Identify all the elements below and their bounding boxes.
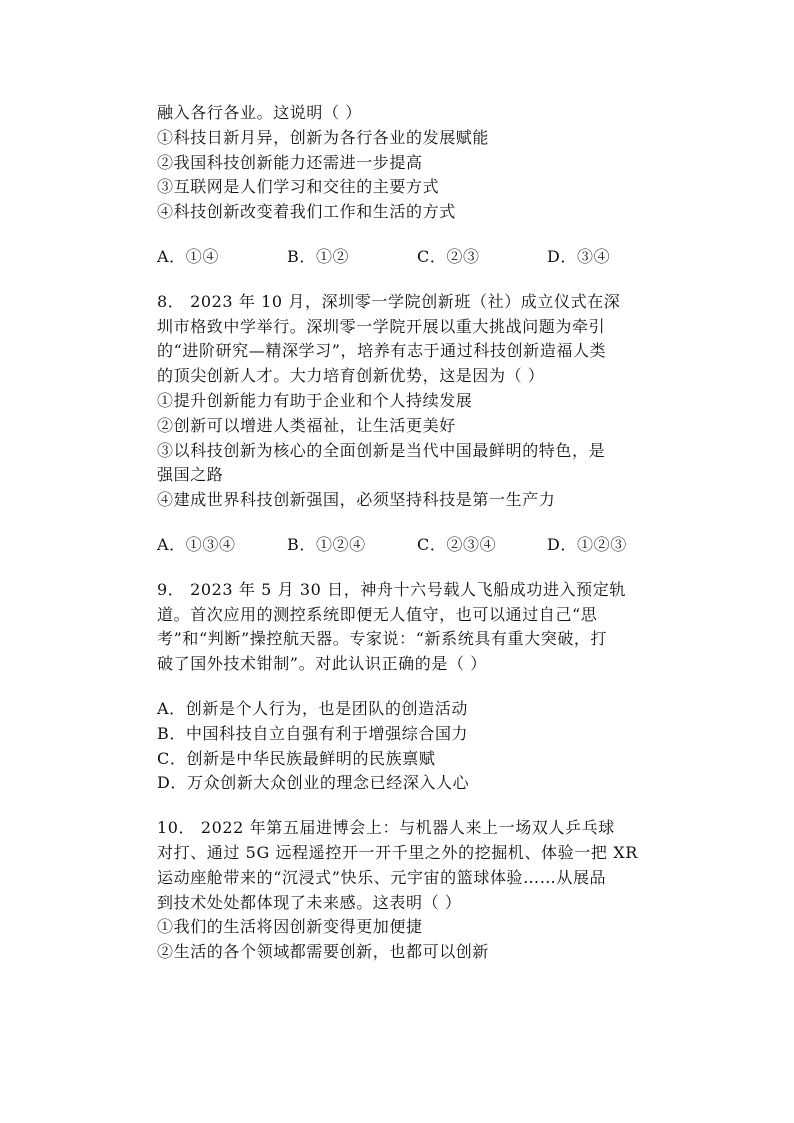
- choice-c[interactable]: C．创新是中华民族最鲜明的民族禀赋: [157, 748, 436, 768]
- option-statement: ②我国科技创新能力还需进一步提高: [157, 152, 423, 172]
- question-stem: 的“进阶研究—精深学习”，培养有志于通过科技创新造福人类: [157, 341, 607, 361]
- option-statement: ④建成世界科技创新强国，必须坚持科技是第一生产力: [157, 490, 556, 510]
- question-stem: 10． 2022 年第五届进博会上：与机器人来上一场双人乒乓球: [157, 818, 615, 838]
- choice-d[interactable]: D．③④: [547, 246, 611, 266]
- option-statement: ①科技日新月异，创新为各行各业的发展赋能: [157, 127, 490, 147]
- option-statement: ④科技创新改变着我们工作和生活的方式: [157, 202, 456, 222]
- choice-d[interactable]: D．万众创新大众创业的理念已经深入人心: [157, 773, 470, 793]
- choice-b[interactable]: B．中国科技自立自强有利于增强综合国力: [157, 723, 469, 743]
- question-stem: 破了国外技术钳制”。对此认识正确的是（ ）: [157, 654, 487, 674]
- answer-choices: [157, 245, 677, 270]
- question-stem: 的顶尖创新人才。大力培育创新优势，这是因为（ ）: [157, 366, 545, 386]
- option-statement: ③互联网是人们学习和交往的主要方式: [157, 177, 440, 197]
- option-statement: 强国之路: [157, 465, 224, 485]
- question-stem: 融入各行各业。这说明（ ）: [157, 103, 362, 122]
- choice-a[interactable]: A．①③④: [157, 534, 236, 554]
- question-10: [157, 816, 677, 965]
- choice-b[interactable]: B．①②④: [287, 534, 366, 554]
- choice-a[interactable]: A．①④: [157, 246, 219, 266]
- choice-b[interactable]: B．①②: [287, 246, 350, 266]
- question-stem: 运动座舱带来的“沉浸式”快乐、元宇宙的篮球体验……从展品: [157, 867, 607, 887]
- choice-a[interactable]: A．创新是个人行为，也是团队的创造活动: [157, 698, 468, 718]
- option-statement: ②创新可以增进人类福祉，让生活更美好: [157, 415, 456, 435]
- question-8: [157, 290, 677, 558]
- question-stem: 道。首次应用的测控系统即便无人值守，也可以通过自己“思: [157, 604, 598, 624]
- question-9: [157, 578, 677, 796]
- question-stem: 8． 2023 年 10 月，深圳零一学院创新班（社）成立仪式在深: [157, 291, 621, 311]
- option-statement: ③以科技创新为核心的全面创新是当代中国最鲜明的特色，是: [157, 440, 606, 460]
- choice-c[interactable]: C．②③: [417, 246, 480, 266]
- option-statement: ②生活的各个领域都需要创新，也都可以创新: [157, 942, 490, 962]
- question-stem: 对打、通过 5G 远程遥控开一开千里之外的挖掘机、体验一把 XR: [157, 842, 638, 862]
- option-statement: ①我们的生活将因创新变得更加便捷: [157, 917, 423, 937]
- choice-c[interactable]: C．②③④: [417, 534, 497, 554]
- question-stem: 圳市格致中学举行。深圳零一学院开展以重大挑战问题为牵引: [157, 316, 606, 336]
- question-content: [157, 101, 677, 965]
- answer-choices: [157, 533, 677, 558]
- question-stem: 到技术处处都体现了未来感。这表明（ ）: [157, 892, 462, 912]
- question-7: [157, 101, 677, 270]
- question-stem: 9． 2023 年 5 月 30 日，神舟十六号载人飞船成功进入预定轨: [157, 579, 626, 599]
- option-statement: ①提升创新能力有助于企业和个人持续发展: [157, 390, 473, 410]
- question-stem: 考”和“判断”操控航天器。专家说：“新系统具有重大突破，打: [157, 629, 608, 649]
- choice-d[interactable]: D．①②③: [547, 534, 627, 554]
